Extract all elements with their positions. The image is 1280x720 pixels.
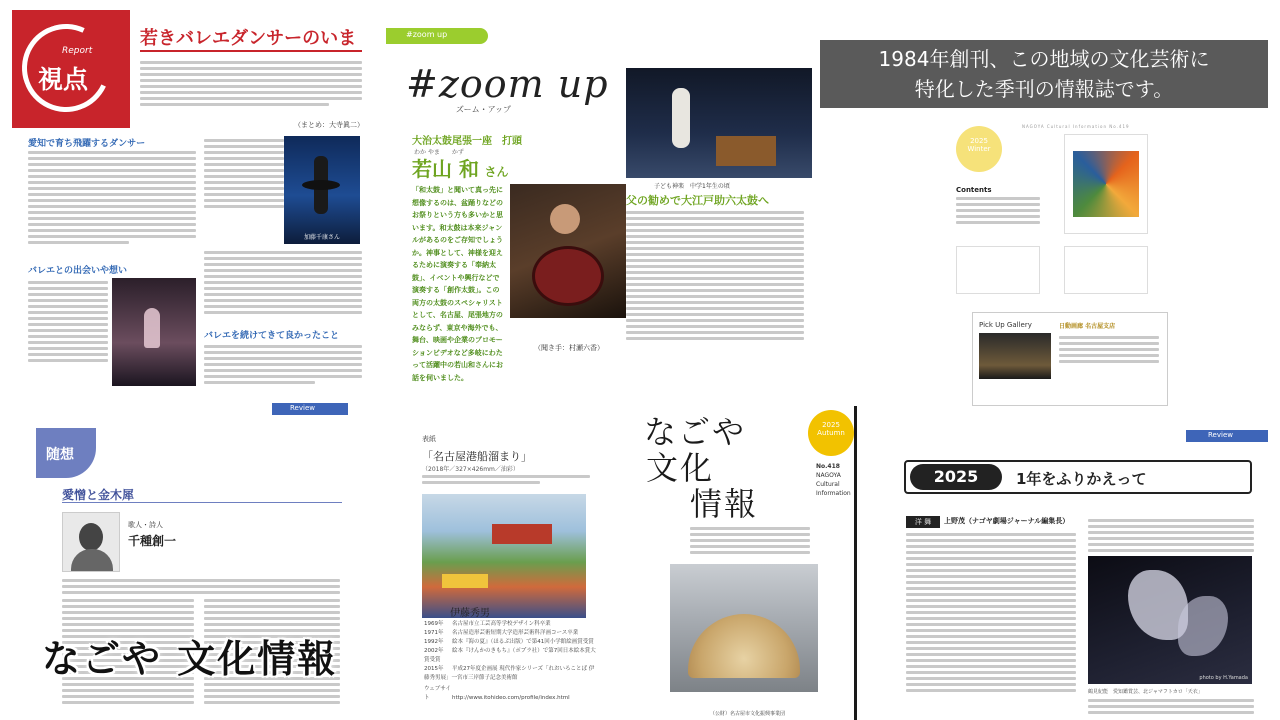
zoom-subhead: 父の勧めで大江戸助六太鼓へ [626,194,769,207]
report-heading-2: バレエとの出会いや想い [28,266,128,276]
essay-title-rule [62,502,342,503]
toc-gallery-photo [979,333,1051,379]
toc-pickup-label: Pick Up Gallery [979,321,1032,329]
zoom-photo-caption: 子ども神楽 中学1年生の頃 [654,183,730,190]
report-title-rule [140,50,362,52]
report-col1-text [28,148,196,247]
bio-row [424,638,596,647]
essay-author-portrait [62,512,120,572]
bio-row [424,665,596,683]
cover-art-bio-list [424,620,596,703]
bio-row [424,685,596,703]
cover-logo-line-1: なごや [644,413,747,451]
review-2025-panel [882,430,1268,720]
essay-author-name: 千種創一 [128,534,177,548]
zoom-lead: 「和太鼓」と聞いて真っ先に想像するのは、盆踊りなどのお祭りという方も多いかと思います。和太鼓は本来ジャンルがあるのをご存知でしょうか。神事として、神様を迎えるために演奏する「奉納太鼓」、イベントや興行などで演奏する「創作太鼓」。この両方の太鼓のスペシャリストとして、名古屋、尾張地方のみならず、東京や海外でも、舞台、映画や企業のプロモーションビデオなど多岐にわたって活躍中の若山和さんにお話を伺いました。 [412,186,503,382]
cover-art-meta: （2018年／327×426mm／油彩） [422,466,519,473]
cover-art-desc [422,472,590,487]
toc-season-name: Winter [967,145,991,153]
cover-logo [644,414,758,522]
drum-stage [716,136,776,166]
report-col2-text [204,136,284,211]
toc-spread-panel [936,120,1172,410]
artwork-pile [688,614,800,678]
intro-banner-line-1: 1984年創刊、この地域の文化芸術に [878,47,1210,71]
report-credit: （まとめ：大寺眞二） [294,121,364,129]
zoom-logo-sub: ズーム・アップ [456,105,512,114]
review-2025-genre-badge: 洋 舞 [906,516,940,528]
toc-gallery-name: 日動画廊 名古屋支店 [1059,323,1116,330]
cover-art-painting [422,494,586,618]
ballet-photo-2 [112,278,196,386]
intro-banner-line-2: 特化した季刊の情報誌です。 [914,77,1174,101]
drummer-figure [550,204,580,234]
toc-contents-title: Contents [956,186,992,194]
cover-sub-3: Information [816,490,851,497]
cover-logo-line-3: 情報 [690,485,759,523]
dancer-figure-2 [144,308,160,348]
review-2025-tab: Review [1186,430,1268,442]
report-col2b-text [204,248,362,317]
cover-badge-season: Autumn [817,429,845,437]
cover-art-artist: 伊藤秀男 [450,608,490,619]
cover-issue-block [816,462,851,498]
report-intro-text [140,58,362,109]
report-review-tab: Review [272,403,348,415]
report-col1b-text [28,278,108,365]
website-link[interactable]: http://www.itohideo.com/profile/index.html [452,695,570,701]
toc-season-year: 2025 [970,137,988,145]
magazine-cover-panel [630,406,858,720]
essay-title: 愛憎と金木犀 [62,488,135,502]
dancer-veil-2 [1178,596,1228,656]
bio-row [424,629,596,638]
zoom-name [412,153,509,182]
review-2025-year-badge [910,464,1002,490]
zoom-portrait-photo [510,184,626,318]
bio-row [424,647,596,665]
essay-author-role: 歌人・詩人 [128,521,163,529]
toc-header-line: NAGOYA Cultural Information No.419 [1022,124,1130,129]
zoom-tag: #zoom up [386,28,488,44]
cover-sub-2: Cultural [816,481,840,488]
review-2025-col1 [906,530,1076,695]
zoom-affiliation: 大治太鼓尾張一座 打頭 [412,136,522,147]
painting-boat [442,574,488,588]
portrait-head [79,523,103,551]
zoom-interviewer: （聞き手：村瀬六香） [534,344,604,352]
toc-gallery-box [972,312,1168,406]
cover-vertical-rule [854,406,857,720]
bio-text: 平成27年度企画展 現代作家シリーズ「れおいろことば 伊藤秀男展」一宮市三岸節子記念美術館 [424,666,595,681]
bio-text: 絵本『けんかのきもち』（ポプラ社）で第7回日本絵本賞大賞受賞 [424,648,596,663]
cover-season-badge [808,410,854,456]
review-2025-col2-bottom [1088,696,1254,717]
toc-artwork [1073,151,1139,217]
review-2025-photo-caption: 鶴見紀能 愛知鑑賞芸、北ジャマフトカロ「天衣」 [1088,689,1203,695]
bio-row [424,620,596,629]
cover-art-label: 表紙 [422,435,436,443]
cover-issue: No.418 [816,463,840,470]
report-col2c-text [204,342,362,387]
zoom-name-ruby: わか やま かず [414,149,464,156]
report-article-panel [12,10,364,415]
cover-art-title: 「名古屋港船溜まり」 [422,450,532,463]
bio-year: 1992年 [424,639,444,645]
toc-contents-list [956,194,1040,227]
watermark-title: なごや 文化情報 [42,637,338,681]
toc-list-card-2 [1064,246,1148,294]
toc-season-badge [956,126,1002,172]
review-2025-title: 1年をふりかえって [1016,470,1147,488]
dancer-tutu [302,180,340,190]
review-2025-year: 2025 [933,467,979,486]
ballet-photo-1-caption: 加藤千康さん [304,234,341,241]
zoom-body-text [626,208,804,343]
report-heading-3: バレエを続けてきて良かったこと [204,331,340,341]
toc-list-card-1 [956,246,1040,294]
cover-badge-year: 2025 [822,421,840,429]
portrait-body [71,549,113,571]
report-heading-1: 愛知で育ち飛躍するダンサー [28,139,146,149]
bio-text: 名古屋造形芸術短期大学造形芸術科洋画コース卒業 [452,630,579,636]
cover-art-panel [414,428,600,720]
bio-year: 1969年 [424,621,444,627]
zoom-up-article-panel [386,28,812,382]
cover-sub-1: NAGOYA [816,472,841,479]
bio-year: 2002年 [424,648,444,654]
toc-art-frame [1064,134,1148,234]
painting-ship [492,524,552,544]
website-label: ウェブサイト [424,686,451,701]
drum-shape [532,246,604,306]
review-2025-col2-top [1088,516,1254,555]
cover-contents-text [690,524,810,557]
zoom-name-text: 若山 和 [412,157,479,181]
performer-figure [672,88,690,148]
bio-year: 1971年 [424,630,444,636]
zoom-name-suffix: さん [484,165,509,179]
zoom-childhood-photo [626,68,812,178]
bio-text: 名古屋市立工芸高等学校デザイン科卒業 [452,621,551,627]
bio-year: 2015年 [424,666,444,672]
report-badge-small-text: Report [62,46,93,56]
bio-text: 絵本『海の夏』（ほるぷ出版）で第41回小学館絵画賞受賞 [452,639,594,645]
ballet-photo-1 [284,136,360,244]
essay-badge-text: 随想 [46,447,74,463]
essay-author-bio [62,576,340,597]
cover-logo-line-2: 文化 [646,449,715,487]
intro-banner [820,40,1268,108]
cover-publisher: （公財）名古屋市文化振興事業団 [710,711,786,717]
report-title: 若きバレエダンサーのいま [140,28,357,49]
report-badge-big-text: 視点 [38,65,89,94]
cover-artwork-photo [670,564,818,692]
zoom-logo: #zoom up [406,62,609,106]
report-badge [12,10,130,128]
toc-gallery-text [1059,333,1159,366]
review-2025-photo [1088,556,1252,684]
review-2025-author: 上野茂（ナゴヤ劇場ジャーナル編集長） [944,517,1070,525]
review-2025-photo-credit: photo by H.Yamada [1199,675,1248,681]
